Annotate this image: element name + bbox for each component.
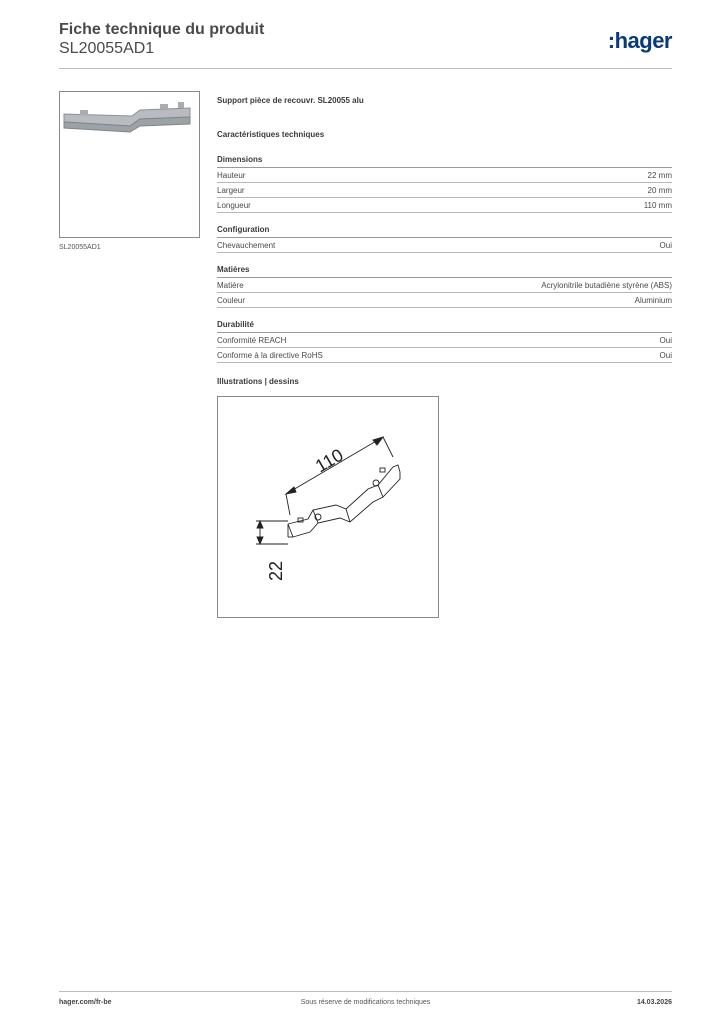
spec-value: Acrylonitrile butadiène styrène (ABS) [541,281,672,290]
footer-date: 14.03.2026 [636,999,672,1006]
spec-group-title: Dimensions [217,154,672,168]
spec-label: Hauteur [217,171,246,180]
spec-row [217,333,672,348]
spec-group-configuration [217,224,672,253]
spec-label: Conforme à la directive RoHS [217,351,323,360]
product-details [217,96,672,618]
spec-row [217,238,672,253]
spec-group-materials [217,264,672,308]
spec-value: Oui [659,241,672,250]
spec-row [217,198,672,213]
product-name: Support pièce de recouvr. SL20055 alu [217,96,364,105]
spec-value: 22 mm [647,171,672,180]
spec-row [217,278,672,293]
spec-group-dimensions [217,154,672,213]
illustrations-heading: Illustrations | dessins [217,377,299,386]
product-reference: SL20055AD1 [59,40,155,57]
product-photo [59,91,200,238]
spec-group-title: Matières [217,264,672,278]
spec-value: Aluminium [634,296,672,305]
spec-label: Couleur [217,296,246,305]
spec-value: Oui [659,336,672,345]
document-title: Fiche technique du produit [59,21,265,38]
spec-row [217,183,672,198]
spec-row [217,168,672,183]
spec-group-title: Durabilité [217,319,672,333]
dimension-length-label: 110 [311,444,347,477]
spec-row [217,348,672,363]
product-photo-caption: SL20055AD1 [59,244,101,251]
hager-logo: :hager [607,28,672,53]
spec-row [217,293,672,308]
specs-heading: Caractéristiques techniques [217,130,325,139]
spec-label: Matière [217,281,244,290]
spec-value: 20 mm [647,186,672,195]
spec-label: Conformité REACH [217,336,287,345]
product-photo-graphic [60,92,199,237]
dimension-height-label: 22 [266,560,286,581]
spec-label: Chevauchement [217,241,276,250]
spec-label: Largeur [217,186,245,195]
technical-drawing [217,396,439,618]
footer-disclaimer: Sous réserve de modifications techniques [300,999,431,1006]
page-header [59,20,672,58]
spec-group-durability [217,319,672,363]
footer-divider [59,991,672,992]
spec-value: Oui [659,351,672,360]
spec-value: 110 mm [643,201,672,210]
spec-group-title: Configuration [217,224,672,238]
header-divider [59,68,672,69]
spec-label: Longueur [217,201,251,210]
footer-website[interactable]: hager.com/fr-be [59,999,112,1006]
technical-drawing-graphic [218,397,438,617]
